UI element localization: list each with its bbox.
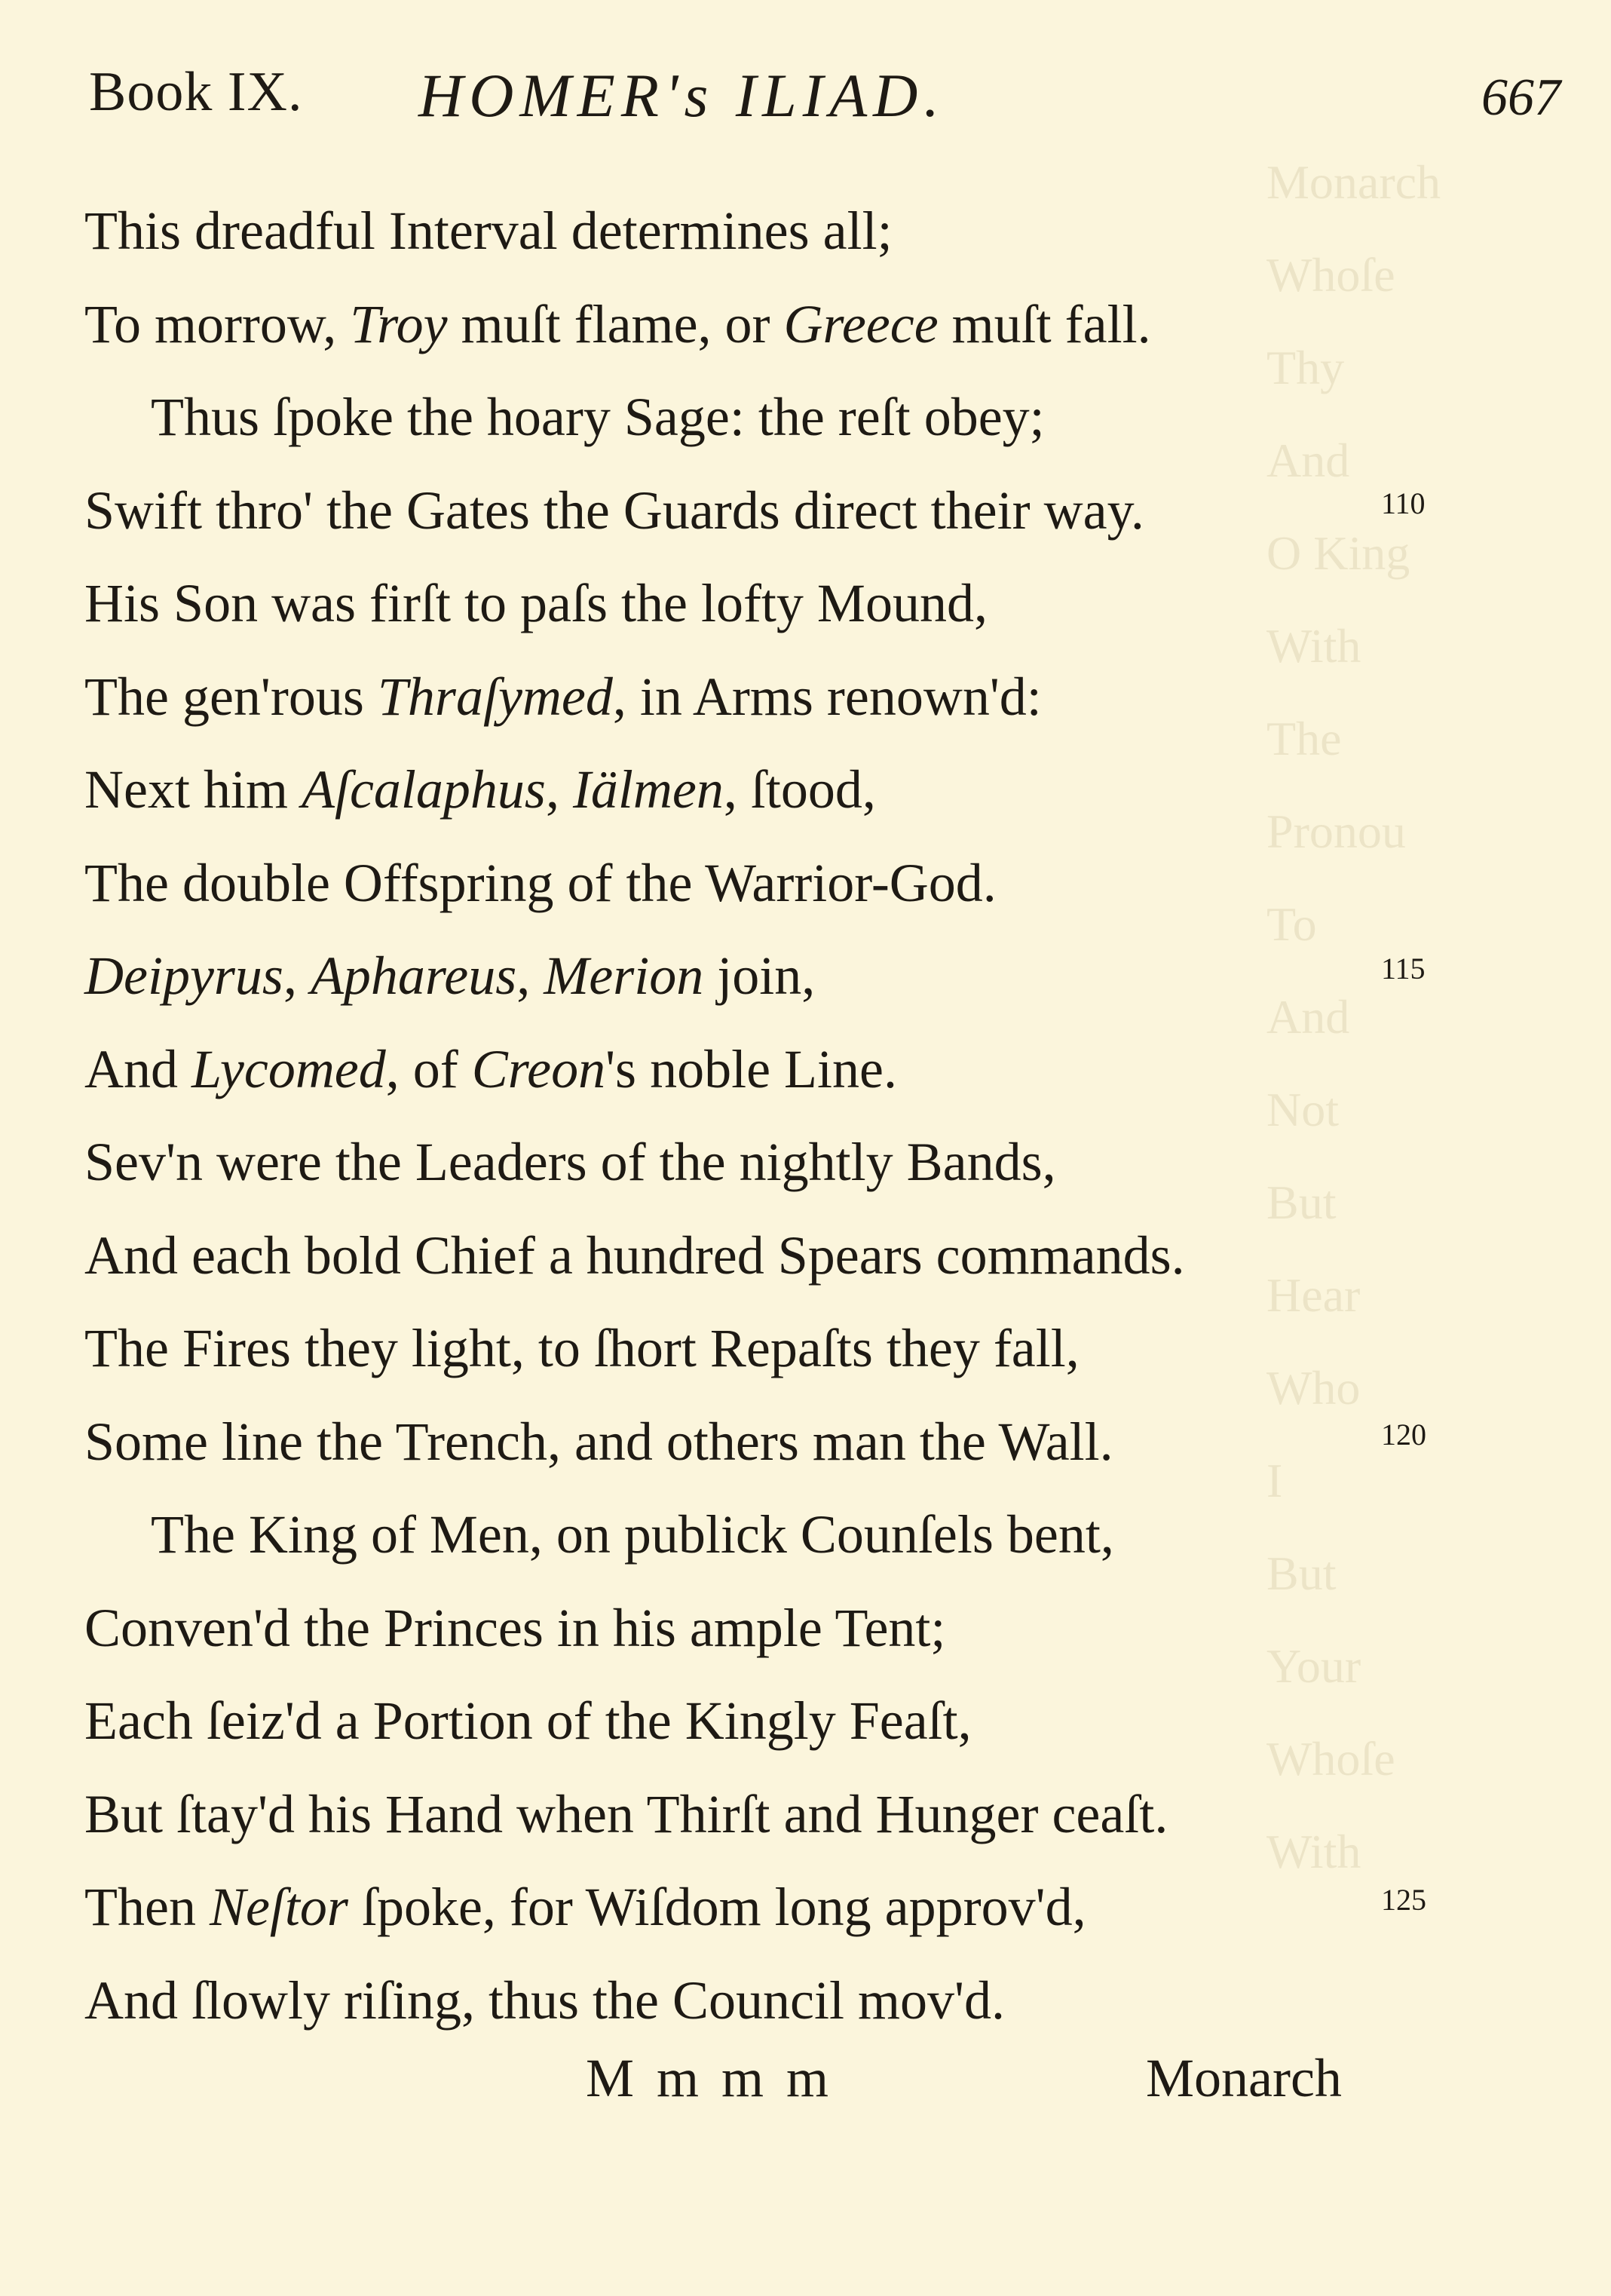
verse-line (0, 464, 1611, 557)
verse-segment: , ſtood, (723, 759, 876, 820)
verse-segment: His Son was firſt to paſs the lofty Mound, (84, 573, 988, 633)
italic-name: Troy (350, 293, 448, 354)
line-number: 110 (1381, 486, 1426, 520)
italic-name: Deipyrus (84, 946, 283, 1006)
show-through-text: Monarch Whoſe Thy And O King With The Pronou To And Not But Hear Who I But Your Whoſe With (1266, 155, 1441, 1878)
verse-line (0, 1675, 1611, 1767)
verse-segment: The gen'rous (84, 666, 378, 727)
verse-text (84, 1954, 1005, 2047)
italic-name: Merion (544, 946, 704, 1006)
verse-line (0, 1116, 1611, 1209)
italic-name: Aphareus (310, 946, 517, 1006)
verse-segment: Thus ſpoke the hoary Sage: the reſt obey; (151, 387, 1045, 447)
verse-text (84, 1116, 1056, 1209)
verse-segment: muſt fall. (938, 293, 1151, 354)
italic-name: Lycomed (191, 1038, 386, 1099)
signature-mark: M m m m (586, 2048, 834, 2108)
italic-name: Iälmen (572, 759, 724, 820)
verse-segment: The double Offspring of the Warrior-God. (84, 852, 997, 913)
verse-text (84, 743, 876, 836)
verse-line (0, 930, 1611, 1022)
verse-segment: muſt flame, or (447, 293, 784, 354)
running-head (0, 60, 1611, 143)
verse-segment: , (516, 946, 544, 1006)
verse-text (84, 557, 988, 650)
catchword: Monarch (1146, 2048, 1342, 2108)
italic-name: Aſcalaphus (301, 759, 546, 820)
verse-segment: , (283, 946, 311, 1006)
verse-segment: Conven'd the Princes in his ample Tent; (84, 1597, 946, 1658)
verse-line (0, 278, 1611, 371)
verse-text (84, 185, 893, 277)
verse-line (0, 1861, 1611, 1954)
verse-text (84, 1582, 945, 1675)
verse-line (0, 1023, 1611, 1116)
verse-line (0, 557, 1611, 650)
verse-line (0, 1768, 1611, 1861)
verse-text (84, 1302, 1080, 1395)
running-title: HOMER's ILIAD. (418, 61, 945, 130)
verse-segment: The Fires they light, to ſhort Repaſts they fall, (84, 1318, 1080, 1378)
verse-line (0, 1954, 1611, 2047)
verse-segment: , of (385, 1038, 472, 1099)
verse-segment: This dreadful Interval determines all; (84, 201, 893, 261)
verse-segment: And each bold Chief a hundred Spears commands. (84, 1225, 1185, 1286)
verse-segment: And (84, 1038, 191, 1099)
verse-segment: Then (84, 1877, 210, 1937)
verse-segment: ſpoke, for Wiſdom long approv'd, (348, 1877, 1086, 1937)
verse-line (0, 1302, 1611, 1395)
italic-name: Neſtor (209, 1877, 348, 1937)
italic-name: Greece (783, 293, 939, 354)
verse-text (84, 1768, 1168, 1861)
verse-segment: Swift thro' the Gates the Guards direct their way. (84, 480, 1144, 541)
verse-line (0, 743, 1611, 836)
verse-text (84, 1209, 1185, 1302)
verse-line (0, 837, 1611, 930)
verse-line (0, 1582, 1611, 1675)
verse-text (84, 1861, 1086, 1954)
verse-text (151, 1488, 1114, 1581)
verse-segment: The King of Men, on publick Counſels bent, (151, 1504, 1114, 1565)
verse-text (84, 1023, 897, 1116)
verse-line (0, 1209, 1611, 1302)
verse-line (0, 1488, 1611, 1581)
verse-segment: join, (703, 946, 816, 1006)
verse-segment: To morrow, (84, 293, 351, 354)
verse-segment: But ſtay'd his Hand when Thirſt and Hunger ceaſt. (84, 1783, 1168, 1844)
line-number: 115 (1381, 952, 1426, 986)
verse-segment: , (545, 759, 573, 820)
italic-name: Creon (471, 1038, 606, 1099)
verse-text (84, 278, 1151, 371)
verse-line (0, 371, 1611, 464)
italic-name: Thraſymed (377, 666, 613, 727)
verse-text (84, 651, 1042, 743)
line-number: 125 (1381, 1883, 1426, 1917)
verse-segment: Each ſeiz'd a Portion of the Kingly Feaſt, (84, 1691, 972, 1751)
verse-segment: Some line the Trench, and others man the Wall. (84, 1411, 1113, 1472)
verse-text (84, 1675, 972, 1767)
verse-text (84, 930, 815, 1022)
verse-line (0, 1396, 1611, 1488)
verse-text (151, 371, 1045, 464)
line-number: 120 (1381, 1417, 1426, 1451)
verse-text (84, 1396, 1113, 1488)
book-label: Book IX. (89, 61, 303, 123)
verse-text (84, 464, 1144, 557)
verse-segment: 's noble Line. (605, 1038, 897, 1099)
verse-segment: Sev'n were the Leaders of the nightly Bands, (84, 1132, 1056, 1192)
verse-line (0, 185, 1611, 277)
page-number: 667 (1481, 69, 1560, 127)
verse-line (0, 651, 1611, 743)
verse-segment: , in Arms renown'd: (612, 666, 1042, 727)
verse-segment: And ſlowly riſing, thus the Council mov'd. (84, 1970, 1005, 2031)
verse-text (84, 837, 997, 930)
verse-segment: Next him (84, 759, 302, 820)
